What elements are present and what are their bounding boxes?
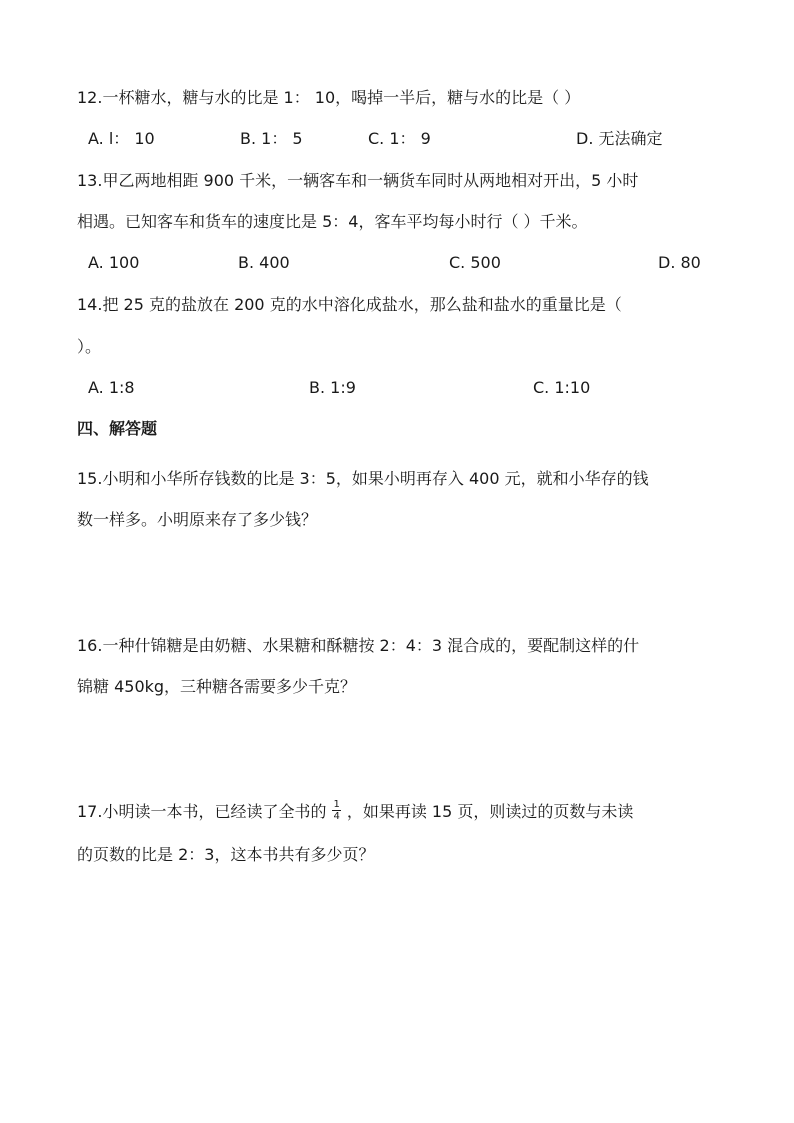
fraction [332, 799, 340, 822]
q17-line1-before: 17.小明读一本书，已经读了全书的 [77, 802, 327, 821]
q13-option-d: D. 80 [658, 253, 701, 272]
q13-option-a: A. 100 [88, 253, 140, 272]
fraction-numerator: 1 [333, 799, 340, 810]
q17-line1-after: ，如果再读 15 页，则读过的页数与未读 [346, 802, 634, 821]
q12-stem: 12.一杯糖水，糖与水的比是 1： 10，喝掉一半后，糖与水的比是（ ） [77, 88, 581, 107]
q12-option-b: B. 1： 5 [240, 129, 303, 148]
q13-option-c: C. 500 [449, 253, 501, 272]
q15-line2: 数一样多。小明原来存了多少钱？ [77, 510, 318, 529]
q13-stem-line2: 相遇。已知客车和货车的速度比是 5：4，客车平均每小时行（ ）千米。 [77, 212, 588, 231]
q14-stem-line2: ）。 [77, 337, 102, 356]
q14-option-c: C. 1:10 [533, 378, 591, 397]
q14-option-a: A. 1:8 [88, 378, 135, 397]
q12-option-c: C. 1： 9 [368, 129, 431, 148]
q12-option-a: A. l： 10 [88, 129, 155, 148]
fraction-denominator: 4 [333, 811, 340, 822]
q16-line2: 锦糖 450kg，三种糖各需要多少千克？ [77, 677, 357, 696]
q15-line1: 15.小明和小华所存钱数的比是 3：5，如果小明再存入 400 元，就和小华存的钱 [77, 469, 649, 488]
q13-stem-line1: 13.甲乙两地相距 900 千米，一辆客车和一辆货车同时从两地相对开出，5 小时 [77, 171, 639, 190]
q17-line1 [77, 801, 633, 824]
q17-line2: 的页数的比是 2：3，这本书共有多少页？ [77, 845, 375, 864]
section-heading: 四、解答题 [77, 419, 158, 438]
q14-option-b: B. 1:9 [309, 378, 356, 397]
q13-option-b: B. 400 [238, 253, 290, 272]
q14-stem-line1: 14.把 25 克的盐放在 200 克的水中溶化成盐水，那么盐和盐水的重量比是（ [77, 295, 622, 314]
q16-line1: 16.一种什锦糖是由奶糖、水果糖和酥糖按 2：4：3 混合成的，要配制这样的什 [77, 636, 640, 655]
q12-option-d: D. 无法确定 [576, 129, 663, 148]
